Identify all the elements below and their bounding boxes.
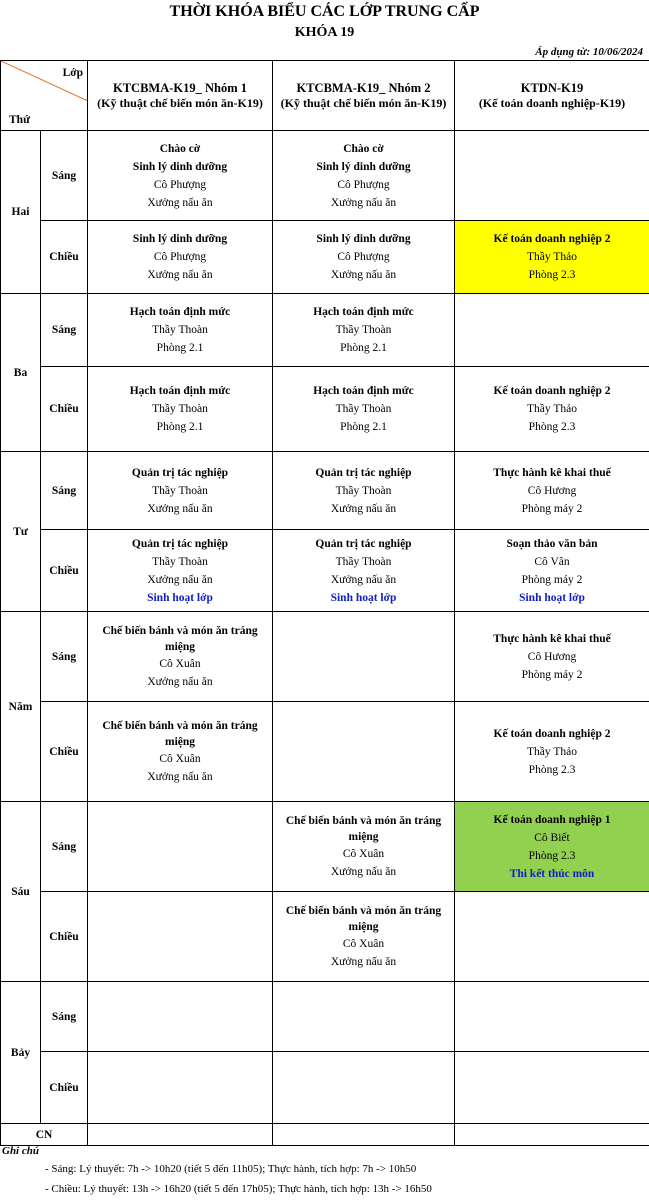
slot-detail: Phòng 2.1 [340, 421, 387, 433]
day-fri: Sáu [1, 802, 41, 982]
timetable [0, 60, 649, 1146]
slot-detail: Xưởng nấu ăn [330, 955, 397, 968]
day-mon: Hai [1, 131, 41, 294]
slot-subject: Sinh lý dinh dưỡng [132, 160, 228, 173]
row-mon-am [1, 131, 649, 221]
applied-date: Áp dụng từ: 10/06/2024 [535, 46, 643, 58]
slot-subject: Thực hành kê khai thuế [493, 466, 611, 479]
empty-cell [273, 1124, 455, 1146]
slot-detail: Phòng 2.1 [156, 421, 204, 433]
class-code: KTCBMA-K19_ Nhóm 1 [112, 81, 248, 95]
slot [455, 131, 649, 221]
slot [273, 530, 455, 612]
note-line: - Chiều: Lý thuyết: 13h -> 16h20 (tiết 5 đến 17h05); Thực hành, tích hợp: 13h -> 16h50 [45, 1183, 432, 1195]
row-sat-pm [1, 1052, 649, 1124]
class-name: (Kỹ thuật chế biến món ăn-K19) [280, 96, 447, 110]
empty-cell [455, 1052, 649, 1124]
slot-detail: Xưởng nấu ăn [147, 770, 213, 783]
slot-detail: Phòng 2.1 [156, 342, 204, 354]
header-row [1, 61, 649, 131]
slot [273, 131, 455, 221]
slot-detail: Cô Xuân [159, 752, 201, 765]
class-name: (Kế toán doanh nghiệp-K19) [478, 96, 626, 110]
empty-cell [273, 982, 455, 1052]
slot-subject: Hạch toán định mức [129, 306, 231, 318]
page-subtitle: KHÓA 19 [294, 25, 355, 40]
slot-detail: Cô Hương [527, 650, 577, 663]
slot [88, 294, 273, 367]
slot-subject: Hạch toán định mức [129, 385, 231, 397]
slot [88, 802, 273, 892]
empty-cell [88, 1124, 273, 1146]
class-label: Lớp [62, 67, 83, 79]
slot [273, 702, 455, 802]
note-line: - Sáng: Lý thuyết: 7h -> 10h20 (tiết 5 đến 11h05); Thực hành, tích hợp: 7h -> 10h50 [45, 1163, 417, 1175]
slot-subject: Chào cờ [159, 142, 201, 155]
day-sun: CN [1, 1124, 88, 1146]
slot [88, 892, 273, 982]
class-header-1 [88, 61, 273, 131]
empty-cell [455, 1124, 649, 1146]
day-label: Thứ [9, 114, 30, 126]
slot-note: Sinh hoạt lớp [147, 591, 213, 604]
slot-subject: Sinh lý dinh dưỡng [316, 233, 411, 245]
slot-detail: Phòng 2.1 [340, 342, 387, 354]
slot-note: Sinh hoạt lớp [330, 591, 397, 604]
session-afternoon: Chiều [41, 892, 88, 982]
slot-subject: Hạch toán định mức [313, 385, 414, 397]
slot-subject: Sinh lý dinh dưỡng [132, 233, 228, 245]
slot-detail: Xưởng nấu ăn [330, 865, 397, 878]
slot [88, 131, 273, 221]
slot [455, 294, 649, 367]
slot-subject: Soạn thảo văn bản [506, 537, 598, 550]
class-name: (Kỹ thuật chế biến món ăn-K19) [97, 96, 263, 110]
slot-detail: Phòng 2.3 [528, 763, 576, 776]
empty-cell [455, 982, 649, 1052]
notes-title: Ghi chú [2, 1145, 39, 1157]
slot-detail: Thầy Thoàn [335, 324, 392, 336]
row-tue-am [1, 294, 649, 367]
row-fri-am [1, 802, 649, 892]
slot-detail: Thầy Thoàn [335, 403, 392, 415]
slot-detail: Xưởng nấu ăn [330, 196, 397, 209]
empty-cell [88, 1052, 273, 1124]
slot-subject: Chào cờ [343, 142, 384, 155]
slot-detail: Thầy Thoàn [152, 555, 208, 568]
slot-detail: Thầy Thoàn [152, 484, 208, 497]
slot [273, 367, 455, 452]
slot [273, 892, 455, 982]
slot-detail: Thầy Thảo [527, 745, 577, 758]
row-sat-am [1, 982, 649, 1052]
corner-cell [1, 61, 88, 131]
slot-subject: Sinh lý dinh dưỡng [316, 160, 411, 173]
slot-detail: Cô Hương [527, 484, 577, 497]
day-wed: Tư [1, 452, 41, 612]
session-morning: Sáng [41, 294, 88, 367]
session-afternoon: Chiều [41, 530, 88, 612]
slot-detail: Cô Vân [534, 555, 570, 568]
slot [88, 452, 273, 530]
slot [273, 294, 455, 367]
session-afternoon: Chiều [41, 367, 88, 452]
page-title: THỜI KHÓA BIỂU CÁC LỚP TRUNG CẤP [169, 3, 480, 20]
slot [455, 892, 649, 982]
slot-note: Sinh hoạt lớp [519, 591, 585, 604]
slot [273, 802, 455, 892]
slot-detail: Cô Xuân [342, 937, 385, 950]
slot-subject: Chế biến bánh và món ăn tráng miệng [285, 814, 442, 843]
row-sun [1, 1124, 649, 1146]
row-wed-pm [1, 530, 649, 612]
slot-subject: Quản trị tác nghiệp [315, 466, 412, 479]
slot-subject: Thực hành kê khai thuế [493, 632, 611, 645]
row-thu-am [1, 612, 649, 702]
slot-detail: Thầy Thoàn [335, 555, 392, 568]
slot-detail: Xưởng nấu ăn [147, 502, 213, 515]
slot [88, 221, 273, 294]
class-code: KTDN-K19 [520, 81, 584, 95]
slot-detail: Xưởng nấu ăn [147, 269, 213, 281]
class-header-3 [455, 61, 649, 131]
slot-detail: Thầy Thảo [527, 403, 577, 415]
session-morning: Sáng [41, 802, 88, 892]
slot-subject: Kế toán doanh nghiệp 2 [493, 385, 611, 397]
session-morning: Sáng [41, 982, 88, 1052]
session-afternoon: Chiều [41, 1052, 88, 1124]
slot [88, 702, 273, 802]
slot-detail: Xưởng nấu ăn [330, 269, 397, 281]
slot-detail: Phòng máy 2 [521, 502, 583, 515]
slot-detail: Thầy Thoàn [335, 484, 392, 497]
slot-detail: Xưởng nấu ăn [147, 573, 213, 586]
slot-subject: Chế biến bánh và món ăn tráng miệng [102, 624, 258, 653]
row-tue-pm [1, 367, 649, 452]
session-afternoon: Chiều [41, 702, 88, 802]
session-morning: Sáng [41, 612, 88, 702]
slot [455, 612, 649, 702]
empty-cell [88, 982, 273, 1052]
class-code: KTCBMA-K19_ Nhóm 2 [296, 81, 431, 95]
slot [88, 530, 273, 612]
row-mon-pm [1, 221, 649, 294]
slot [88, 367, 273, 452]
slot [455, 221, 649, 294]
slot-detail: Phòng máy 2 [521, 668, 583, 681]
slot [273, 612, 455, 702]
slot-subject: Quản trị tác nghiệp [131, 466, 229, 479]
day-tue: Ba [1, 294, 41, 452]
slot-detail: Cô Xuân [159, 657, 201, 670]
slot-subject: Kế toán doanh nghiệp 2 [493, 233, 611, 245]
slot-detail: Cô Phượng [153, 178, 207, 191]
slot-detail: Cô Phượng [337, 251, 390, 263]
slot-subject: Chế biến bánh và món ăn tráng miệng [102, 719, 258, 748]
empty-cell [273, 1052, 455, 1124]
session-afternoon: Chiều [41, 221, 88, 294]
slot-subject: Quản trị tác nghiệp [315, 537, 412, 550]
slot-detail: Cô Biết [534, 831, 570, 844]
slot-subject: Hạch toán định mức [313, 306, 414, 318]
slot-detail: Phòng máy 2 [521, 573, 583, 586]
slot-detail: Thầy Thảo [527, 251, 577, 263]
slot-detail: Xưởng nấu ăn [330, 502, 397, 515]
slot-subject: Kế toán doanh nghiệp 2 [493, 727, 611, 740]
row-wed-am [1, 452, 649, 530]
slot-subject: Quản trị tác nghiệp [131, 537, 229, 550]
slot-detail: Thầy Thoàn [152, 324, 208, 336]
row-thu-pm [1, 702, 649, 802]
slot-detail: Cô Xuân [342, 847, 385, 860]
slot [455, 530, 649, 612]
day-thu: Năm [1, 612, 41, 802]
slot [273, 452, 455, 530]
slot-detail: Phòng 2.3 [528, 849, 576, 862]
slot [455, 452, 649, 530]
slot-detail: Xưởng nấu ăn [330, 573, 397, 586]
slot [455, 367, 649, 452]
slot-detail: Phòng 2.3 [528, 269, 576, 281]
slot-detail: Cô Phượng [337, 178, 390, 191]
slot-note: Thi kết thúc môn [509, 867, 595, 880]
session-morning: Sáng [41, 452, 88, 530]
row-fri-pm [1, 892, 649, 982]
slot-subject: Kế toán doanh nghiệp 1 [493, 813, 611, 826]
slot-detail: Xưởng nấu ăn [147, 196, 213, 209]
slot [455, 702, 649, 802]
slot [455, 802, 649, 892]
session-morning: Sáng [41, 131, 88, 221]
slot-detail: Xưởng nấu ăn [147, 675, 213, 688]
slot-detail: Thầy Thoàn [152, 403, 208, 415]
day-sat: Bảy [1, 982, 41, 1124]
slot [88, 612, 273, 702]
slot-detail: Cô Phượng [153, 251, 207, 263]
slot-subject: Chế biến bánh và món ăn tráng miệng [285, 904, 442, 933]
slot [273, 221, 455, 294]
class-header-2 [273, 61, 455, 131]
slot-detail: Phòng 2.3 [528, 421, 576, 433]
